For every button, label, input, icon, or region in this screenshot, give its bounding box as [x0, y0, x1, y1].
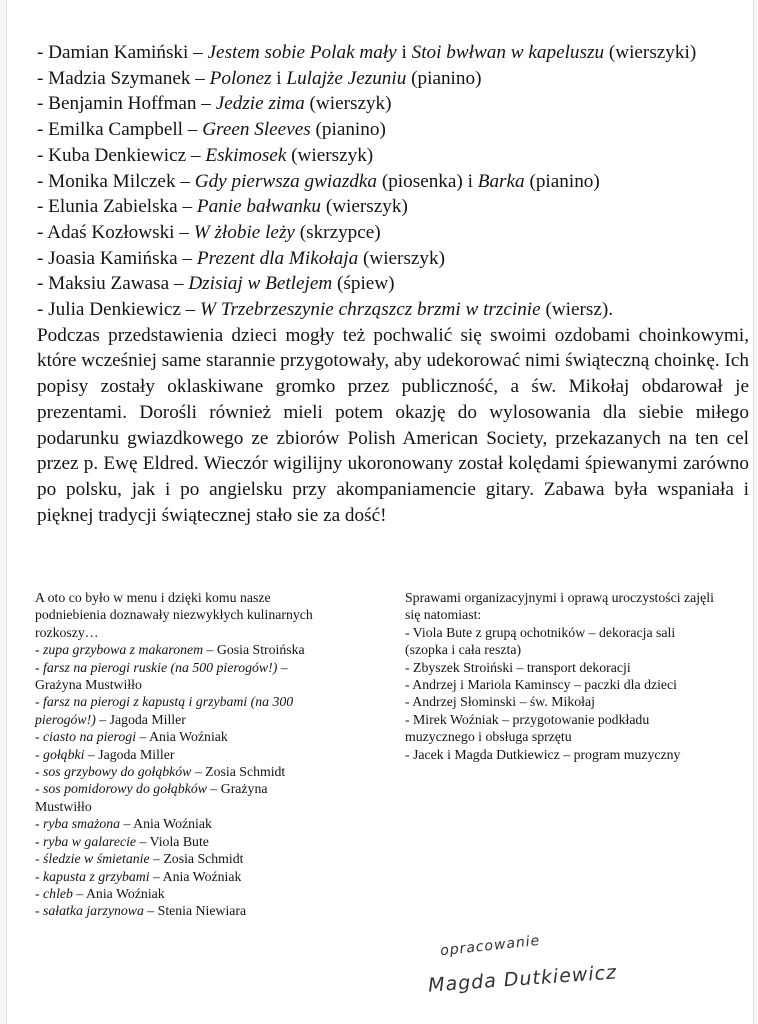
performance-item	[37, 297, 749, 323]
dish-name: - ryba w galarecie	[35, 833, 137, 849]
dish-name: pierogów!)	[35, 711, 96, 727]
dish-name: - sos pomidorowy do gołąbków	[35, 781, 207, 797]
organizer-line: - Viola Bute z grupą ochotników – dekoracja sali	[405, 624, 676, 640]
dish-name: - ciasto na pierogi	[35, 729, 137, 745]
menu-intro-line: podniebienia doznawały niezwykłych kulinarnych	[35, 607, 313, 623]
menu-intro-line: rozkoszy…	[35, 624, 99, 640]
piece-title: Barka	[477, 170, 525, 192]
menu-item	[35, 676, 380, 693]
dish-cook: – Jagoda Miller	[84, 746, 175, 762]
piece-title: W Trzebrzeszynie chrząszcz brzmi w trzcinie	[200, 299, 541, 321]
piece-title: W żłobie leży	[193, 221, 295, 243]
performer-name: - Maksiu Zawasa –	[37, 273, 189, 295]
organizer-line: - Andrzej Słominski – św. Mikołaj	[405, 694, 595, 710]
piece-title: Dzisiaj w Betlejem	[188, 273, 333, 295]
performance-note: (pianino)	[310, 119, 386, 141]
performance-note: (wierszyk)	[358, 247, 446, 269]
menu-item	[35, 902, 380, 919]
menu-item	[35, 693, 380, 710]
performer-name: - Julia Denkiewicz –	[37, 299, 201, 321]
organizer-line: Sprawami organizacyjnymi i oprawą uroczystości zajęli	[405, 590, 714, 605]
dish-name: - sos grzybowy do gołąbków	[35, 764, 192, 780]
main-text	[37, 40, 749, 528]
performer-name: - Kuba Denkiewicz –	[37, 144, 206, 166]
dish-cook: – Gosia Stroińska	[203, 642, 305, 658]
menu-item	[35, 833, 380, 850]
organizer-line: - Mirek Woźniak – przygotowanie podkładu	[405, 711, 650, 727]
menu-list	[35, 641, 380, 920]
performer-name: - Monika Milczek –	[37, 170, 195, 192]
organizer-line: - Andrzej i Mariola Kaminscy – paczki dla dzieci	[405, 677, 678, 693]
performance-note: i	[271, 67, 287, 89]
organizer-line: muzycznego i obsługa sprzętu	[405, 729, 572, 745]
menu-item	[35, 728, 380, 745]
piece-title: Jedzie zima	[215, 93, 305, 115]
performer-name: - Joasia Kamińska –	[37, 247, 197, 269]
dish-cook: – Zosia Schmidt	[191, 764, 286, 780]
performance-note: (pianino)	[524, 170, 600, 192]
dish-cook: – Ania Woźniak	[149, 868, 242, 884]
piece-title: Jestem sobie Polak mały	[207, 42, 397, 63]
dish-cook: – Stenia Niewiara	[143, 903, 247, 919]
performance-item	[37, 143, 749, 169]
organizers-column	[405, 589, 753, 763]
menu-item	[35, 868, 380, 885]
organizer-line: - Jacek i Magda Dutkiewicz – program muzyczny	[405, 746, 681, 762]
menu-item	[35, 885, 380, 902]
piece-title: Polonez	[209, 67, 272, 89]
dish-name: - ryba smażona	[35, 816, 121, 832]
menu-item	[35, 746, 380, 763]
performance-note: (skrzypce)	[294, 221, 381, 243]
piece-title: Prezent dla Mikołaja	[196, 247, 359, 269]
performer-name: - Adaś Kozłowski –	[37, 221, 194, 243]
performance-note: i	[396, 42, 412, 63]
dish-cook: – Viola Bute	[136, 833, 209, 849]
organizers-list	[405, 589, 753, 763]
performance-list	[37, 40, 749, 323]
organizer-line: się natomiast:	[405, 607, 482, 623]
performer-name: - Elunia Zabielska –	[37, 196, 197, 218]
dish-cook: – Ania Woźniak	[120, 816, 212, 832]
piece-title: Gdy pierwsza gwiazdka	[194, 170, 378, 192]
menu-item	[35, 711, 380, 728]
performance-item	[37, 40, 749, 66]
menu-item	[35, 815, 380, 832]
dish-cook: –	[277, 659, 288, 675]
dish-cook: – Zosia Schmidt	[149, 851, 244, 867]
dish-name: - gołąbki	[35, 746, 85, 762]
performer-name: - Emilka Campbell –	[37, 119, 203, 141]
performance-item	[37, 194, 749, 220]
performance-item	[37, 91, 749, 117]
performance-item	[37, 117, 749, 143]
dish-cook: – Ania Woźniak	[72, 885, 165, 901]
performer-name: - Benjamin Hoffman –	[37, 93, 216, 115]
performance-note: (wiersz).	[540, 299, 614, 321]
signature-name: Magda Dutkiewicz	[427, 961, 618, 997]
dish-name: - kapusta z grzybami	[35, 868, 150, 884]
document-page	[6, 0, 754, 1024]
menu-intro-line: A oto co było w menu i dzięki komu nasze	[35, 590, 271, 605]
performance-note: (wierszyk)	[321, 196, 408, 218]
performance-item	[37, 66, 749, 92]
menu-intro	[35, 589, 380, 641]
performer-name: - Damian Kamiński –	[37, 42, 208, 63]
performance-note: (wierszyk)	[304, 93, 392, 115]
dish-cook: Mustwiłło	[35, 798, 92, 814]
dish-name: - farsz na pierogi z kapustą i grzybami (na 300	[35, 694, 294, 710]
signature-caption: opracowanie	[439, 932, 542, 960]
dish-cook: – Grażyna	[206, 781, 268, 797]
piece-title: Lulajże Jezuniu	[286, 67, 407, 89]
performance-item	[37, 271, 749, 297]
performance-note: (pianino)	[406, 67, 482, 89]
dish-cook: Grażyna Mustwiłło	[35, 677, 142, 693]
event-paragraph: Podczas przedstawienia dzieci mogły też pochwalić się swoimi ozdobami choinkowymi, które wcześniej same starannie przygotowały, aby udekorować nimi świąteczną choinkę. Ich popisy zostały oklaskiwane gromko przez publiczność, a św. Mikołaj obdarował je prezentami. Dorośli również mieli potem okazję do wylosowania dla siebie miłego podarunku gwiazdkowego ze zbiorów Polish American Society, przekazanych na ten cel przez p. Ewę Eldred. Wieczór wigilijny ukoronowany został kolędami śpiewanymi zarówno po polsku, jak i po angielsku przy akompaniamencie gitary. Zabawa była wspaniała i pięknej tradycji świątecznej stało sie za dość!	[37, 324, 749, 526]
handwritten-signature	[412, 928, 682, 1008]
performance-item	[37, 246, 749, 272]
menu-item	[35, 780, 380, 797]
organizer-line: - Zbyszek Stroiński – transport dekoracji	[405, 659, 631, 675]
performance-item	[37, 220, 749, 246]
organizer-line: (szopka i cała reszta)	[405, 642, 522, 658]
performer-name: - Madzia Szymanek –	[37, 67, 210, 89]
piece-title: Panie bałwanku	[196, 196, 322, 218]
performance-note: (śpiew)	[332, 273, 395, 295]
menu-item	[35, 659, 380, 676]
dish-cook: – Jagoda Miller	[95, 711, 186, 727]
performance-note: (wierszyk)	[286, 144, 374, 166]
menu-column	[35, 589, 380, 920]
piece-title: Green Sleeves	[202, 119, 311, 141]
dish-name: - sałatka jarzynowa	[35, 903, 144, 919]
piece-title: Eskimosek	[205, 144, 287, 166]
piece-title: Stoi bwłwan w kapeluszu	[411, 42, 605, 63]
dish-name: - chleb	[35, 885, 73, 901]
menu-item	[35, 798, 380, 815]
performance-note: (piosenka) i	[377, 170, 478, 192]
dish-name: - zupa grzybowa z makaronem	[35, 642, 204, 658]
dish-name: - farsz na pierogi ruskie (na 500 pierogów!)	[35, 659, 278, 675]
dish-cook: – Ania Woźniak	[136, 729, 228, 745]
menu-item	[35, 763, 380, 780]
menu-item	[35, 850, 380, 867]
menu-item	[35, 641, 380, 658]
dish-name: - śledzie w śmietanie	[35, 851, 150, 867]
performance-item	[37, 169, 749, 195]
performance-note: (wierszyki)	[604, 42, 697, 63]
